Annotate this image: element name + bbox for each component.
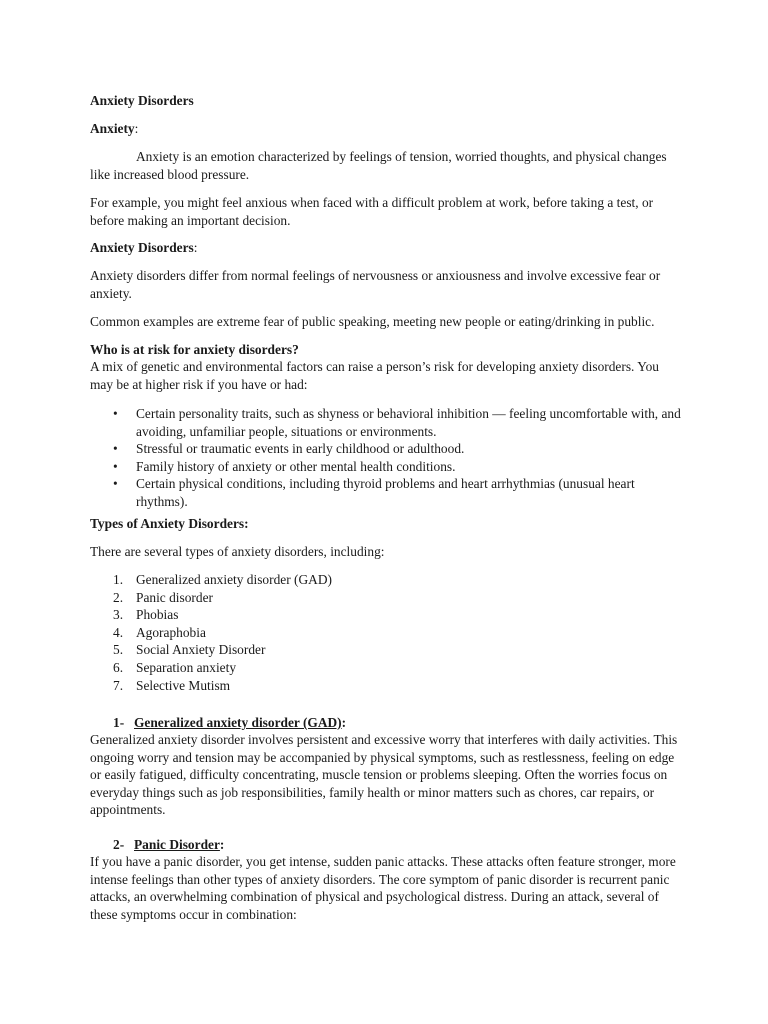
risk-factor-item: • Certain personality traits, such as shyness or behavioral inhibition — feeling uncomfortable with, and avoiding, unfamiliar people, situations or environments.	[90, 405, 682, 440]
types-intro: There are several types of anxiety disorders, including:	[90, 544, 385, 559]
panic-paragraph: If you have a panic disorder, you get intense, sudden panic attacks. These attacks often feature stronger, more intense feelings than other types of anxiety disorders. The core symptom of panic disorder is recurrent panic attacks, an overwhelming combination of physical and psychological distress. During an attack, several of these symptoms occur in combination:	[90, 854, 676, 922]
list-number: 7.	[113, 677, 124, 693]
list-label: Generalized anxiety disorder (GAD)	[136, 572, 332, 587]
types-list	[90, 571, 682, 694]
types-list-item	[90, 571, 682, 589]
disorders-heading-colon: :	[193, 240, 198, 255]
panic-heading-colon: :	[219, 837, 225, 852]
gad-paragraph: Generalized anxiety disorder involves persistent and excessive worry that interferes with daily activities. This ongoing worry and tension may be accompanied by physical symptoms, such as restlessness, feeling on edge or easily fatigued, difficulty concentrating, muscle tension or problems sleeping. Often the worries focus on everyday things such as job responsibilities, family health or minor matters such as chores, car repairs, or appointments.	[90, 732, 678, 818]
list-number: 4.	[113, 624, 124, 640]
gad-heading: Generalized anxiety disorder (GAD)	[134, 715, 342, 730]
list-label: Social Anxiety Disorder	[136, 642, 266, 658]
list-label: Separation anxiety	[136, 659, 237, 675]
disorders-heading-line	[90, 239, 682, 257]
risk-heading: Who is at risk for anxiety disorders?	[90, 342, 299, 357]
panic-heading-wrap	[134, 836, 224, 854]
types-list-item	[90, 606, 682, 624]
list-label: Selective Mutism	[136, 677, 231, 693]
gad-number: 1-	[113, 715, 125, 730]
risk-factor-item: • Certain physical conditions, including thyroid problems and heart arrhythmias (unusual heart rhythms).	[90, 475, 682, 510]
gad-heading-colon: :	[341, 715, 347, 730]
list-number: 6.	[113, 659, 124, 675]
panic-heading: Panic Disorder	[134, 837, 220, 852]
list-number: 5.	[113, 642, 124, 658]
document-title: Anxiety Disorders	[90, 93, 194, 108]
risk-factor-item: • Family history of anxiety or other mental health conditions.	[90, 458, 682, 476]
disorders-heading: Anxiety Disorders	[90, 240, 194, 255]
risk-intro: A mix of genetic and environmental factors can raise a person’s risk for developing anxiety disorders. You may be at higher risk if you have or had:	[90, 359, 659, 392]
anxiety-heading: Anxiety	[90, 121, 135, 136]
list-number: 1.	[113, 572, 124, 587]
types-list-item	[90, 641, 682, 659]
types-list-item	[90, 589, 682, 607]
types-heading: Types of Anxiety Disorders:	[90, 516, 249, 531]
types-list-item	[90, 659, 682, 677]
risk-factor-list	[90, 405, 682, 511]
anxiety-heading-line	[90, 120, 682, 138]
list-label: Agoraphobia	[136, 624, 206, 640]
gad-heading-line	[0, 714, 768, 732]
disorders-paragraph-1: Anxiety disorders differ from normal feelings of nervousness or anxiousness and involve excessive fear or anxiety.	[90, 268, 661, 301]
anxiety-heading-colon: :	[134, 121, 139, 136]
list-number: 2.	[113, 589, 124, 605]
panic-number: 2-	[113, 837, 125, 852]
risk-factor-item: • Stressful or traumatic events in early childhood or adulthood.	[90, 440, 682, 458]
anxiety-example: For example, you might feel anxious when faced with a difficult problem at work, before taking a test, or before making an important decision.	[90, 195, 654, 228]
panic-heading-line	[0, 836, 768, 854]
list-number: 3.	[113, 607, 124, 623]
list-label: Phobias	[136, 607, 179, 623]
list-label: Panic disorder	[136, 589, 213, 605]
anxiety-definition: Anxiety is an emotion characterized by feelings of tension, worried thoughts, and physical changes like increased blood pressure.	[90, 149, 667, 182]
types-list-item	[90, 677, 682, 695]
disorders-paragraph-2: Common examples are extreme fear of public speaking, meeting new people or eating/drinking in public.	[90, 314, 655, 329]
gad-heading-wrap	[134, 714, 346, 732]
types-list-item	[90, 624, 682, 642]
